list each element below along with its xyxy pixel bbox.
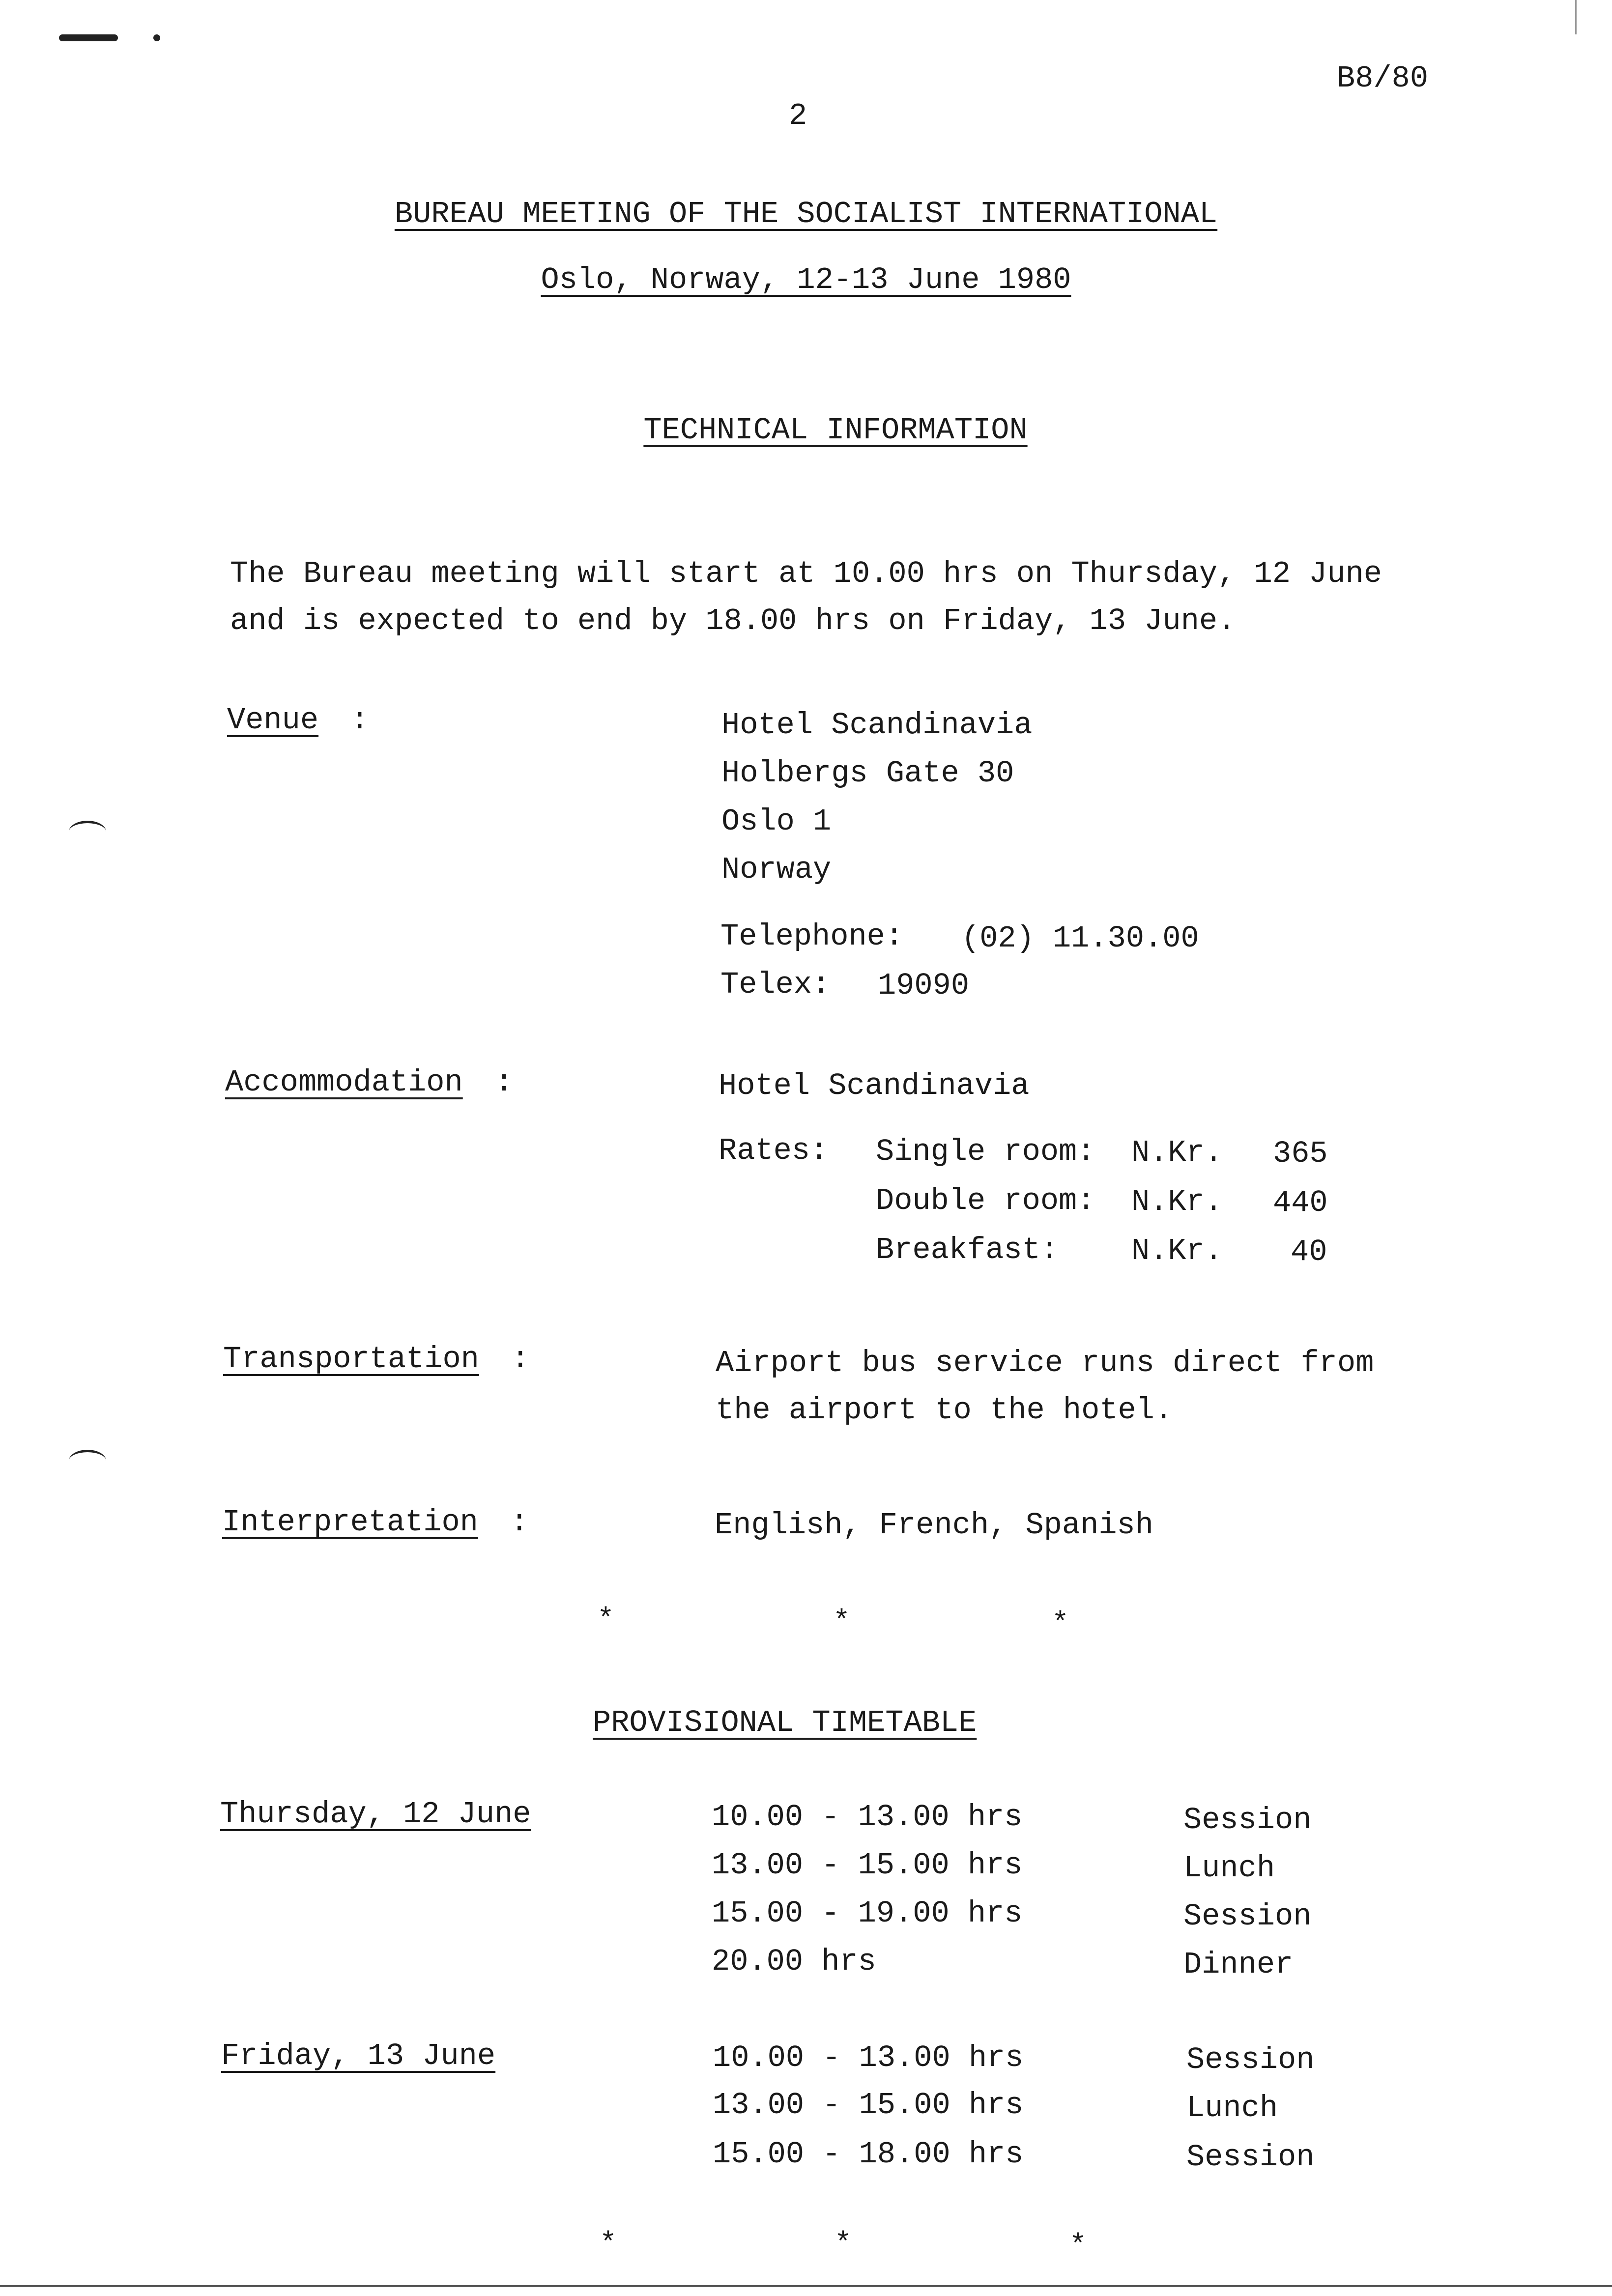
interpretation-value: English, French, Spanish — [715, 1508, 1153, 1543]
section-heading-technical-text: TECHNICAL INFORMATION — [643, 413, 1028, 448]
separator-star: * — [597, 1604, 614, 1636]
section-heading-technical — [29, 407, 1612, 454]
accommodation-hotel: Hotel Scandinavia — [719, 1068, 1030, 1103]
rate-price: 440 — [1273, 1185, 1328, 1220]
separator-star: * — [1069, 2230, 1087, 2262]
timetable-time: 13.00 - 15.00 hrs — [712, 1848, 1023, 1883]
timetable-event: Lunch — [1183, 1851, 1275, 1886]
scan-dot-top-left — [153, 34, 160, 41]
venue-line: Norway — [721, 852, 832, 887]
rate-price: 40 — [1291, 1234, 1327, 1269]
interpretation-label-text: Interpretation — [222, 1505, 478, 1540]
section-heading-timetable — [593, 1699, 977, 1747]
timetable-event: Lunch — [1186, 2091, 1278, 2125]
timetable-time: 15.00 - 19.00 hrs — [712, 1896, 1023, 1931]
rate-room: Single room: — [876, 1134, 1095, 1169]
scan-mark-top-left — [59, 34, 118, 41]
separator-star: * — [833, 1606, 850, 1638]
timetable-event: Session — [1183, 1803, 1312, 1837]
punch-hole-mark — [69, 821, 106, 843]
document-reference: B8/80 — [1337, 61, 1429, 96]
accommodation-colon: : — [494, 1065, 514, 1100]
transportation-line-1: Airport bus service runs direct from — [716, 1346, 1374, 1380]
page-number: 2 — [789, 98, 807, 133]
venue-label-text: Venue — [227, 703, 319, 738]
rate-currency: N.Kr. — [1131, 1135, 1223, 1170]
bottom-edge-line — [0, 2285, 1612, 2287]
accommodation-label — [225, 1059, 513, 1106]
timetable-time: 15.00 - 18.00 hrs — [713, 2137, 1024, 2172]
timetable-event: Dinner — [1183, 1947, 1294, 1982]
scan-edge-line — [1575, 0, 1577, 34]
interpretation-label — [222, 1499, 528, 1546]
telex-label: Telex: — [720, 967, 831, 1002]
transportation-colon: : — [511, 1342, 530, 1377]
interpretation-colon: : — [510, 1505, 529, 1540]
rate-room: Breakfast: — [876, 1233, 1059, 1267]
rates-label: Rates: — [719, 1133, 829, 1168]
separator-star: * — [835, 2228, 852, 2260]
venue-colon: : — [350, 703, 369, 738]
timetable-event: Session — [1186, 2042, 1315, 2077]
timetable-time: 13.00 - 15.00 hrs — [713, 2088, 1024, 2123]
rate-room: Double room: — [876, 1183, 1095, 1218]
rate-price: 365 — [1273, 1136, 1328, 1171]
venue-line: Hotel Scandinavia — [721, 708, 1033, 743]
punch-hole-mark — [69, 1450, 106, 1472]
intro-line-1: The Bureau meeting will start at 10.00 hrs on Thursday, 12 June — [230, 556, 1382, 591]
timetable-event: Session — [1183, 1899, 1312, 1934]
rate-currency: N.Kr. — [1131, 1234, 1223, 1268]
telex-value: 19090 — [878, 968, 970, 1003]
timetable-day-text: Friday, 13 June — [221, 2038, 496, 2073]
section-heading-timetable-text: PROVISIONAL TIMETABLE — [593, 1705, 977, 1740]
timetable-day — [220, 1791, 531, 1838]
timetable-event: Session — [1186, 2140, 1315, 2175]
document-subtitle — [0, 257, 1612, 304]
transportation-line-2: the airport to the hotel. — [716, 1393, 1173, 1428]
timetable-day-text: Thursday, 12 June — [220, 1797, 531, 1832]
title-text: BUREAU MEETING OF THE SOCIALIST INTERNATIONAL — [394, 197, 1218, 231]
venue-line: Oslo 1 — [721, 804, 832, 839]
timetable-time: 10.00 - 13.00 hrs — [713, 2040, 1024, 2075]
intro-line-2: and is expected to end by 18.00 hrs on Friday, 13 June. — [230, 603, 1236, 638]
telephone-label: Telephone: — [720, 919, 904, 954]
subtitle-text: Oslo, Norway, 12-13 June 1980 — [541, 262, 1071, 297]
document-title — [0, 191, 1612, 238]
timetable-time: 20.00 hrs — [712, 1944, 876, 1979]
timetable-day — [221, 2033, 495, 2080]
transportation-label-text: Transportation — [223, 1342, 479, 1377]
venue-line: Holbergs Gate 30 — [721, 756, 1014, 791]
rate-currency: N.Kr. — [1131, 1184, 1223, 1219]
separator-star: * — [600, 2228, 617, 2260]
accommodation-label-text: Accommodation — [225, 1065, 463, 1100]
timetable-time: 10.00 - 13.00 hrs — [712, 1800, 1023, 1835]
telephone-value: (02) 11.30.00 — [961, 921, 1199, 956]
transportation-label — [223, 1336, 529, 1383]
separator-star: * — [1052, 1608, 1069, 1640]
venue-label — [227, 697, 369, 744]
